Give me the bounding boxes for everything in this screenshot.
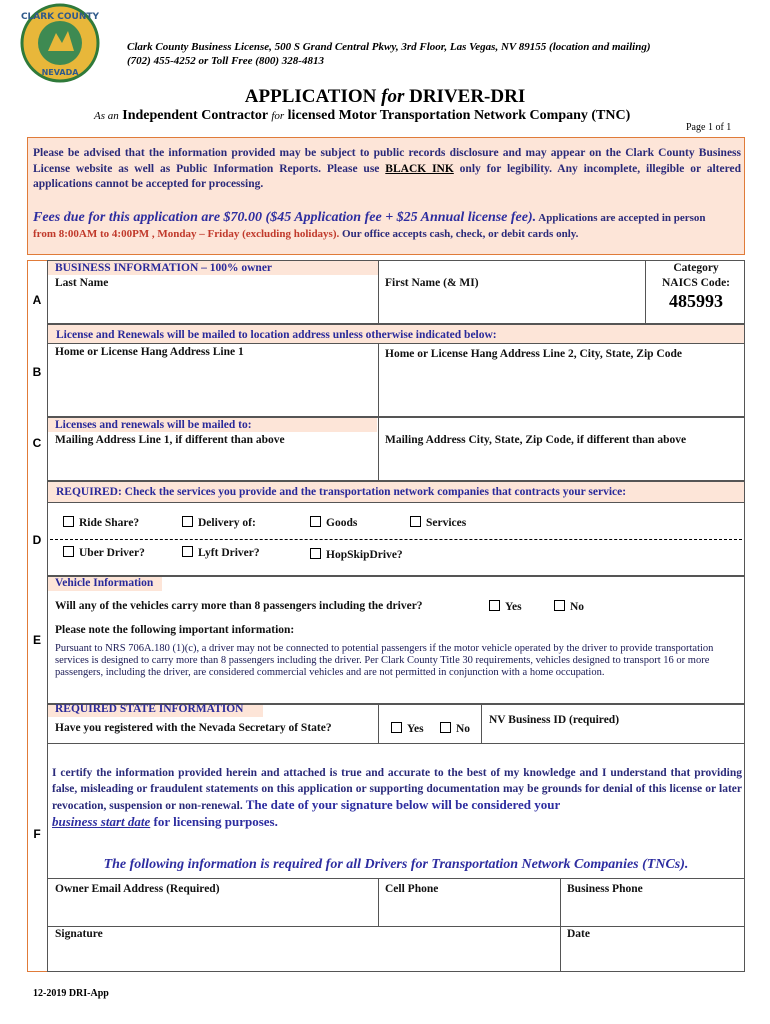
naics-code: 485993 <box>669 291 723 311</box>
dashed-divider <box>50 539 742 540</box>
section-e-letter: E <box>32 633 41 647</box>
services-checkbox[interactable]: Services <box>410 516 466 529</box>
business-phone-label: Business Phone <box>567 883 643 895</box>
ride-share-checkbox[interactable]: Ride Share? <box>63 516 139 529</box>
cell-phone-label: Cell Phone <box>385 883 439 895</box>
page-subtitle: As an Independent Contractor for licensed Motor Transportation Network Company (TNC) <box>94 108 631 123</box>
sos-no-checkbox[interactable]: No <box>440 722 470 735</box>
header-phone: (702) 455-4252 or Toll Free (800) 328-4813 <box>127 55 324 67</box>
mailing-address-line1-label: Mailing Address Line 1, if different than above <box>55 434 285 446</box>
section-b-letter: B <box>32 365 42 379</box>
hopskipdrive-checkbox[interactable]: HopSkipDrive? <box>310 548 403 561</box>
first-name-label: First Name (& MI) <box>385 277 479 289</box>
goods-checkbox[interactable]: Goods <box>310 516 357 529</box>
page-number: Page 1 of 1 <box>686 122 732 133</box>
section-a-heading: BUSINESS INFORMATION – 100% owner <box>55 262 273 274</box>
svg-text:NEVADA: NEVADA <box>41 68 79 77</box>
section-b-header: License and Renewals will be mailed to location address unless otherwise indicated below: <box>47 324 745 344</box>
notice-text: Please be advised that the information provided may be subject to public records disclosure and may appear on the Clark County Business License website as well as Public Information Reports. Please use BLACK INK only for legibility. Any incomplete, illegible or altered applications cannot be accepted for processing. <box>33 147 741 190</box>
owner-email-label: Owner Email Address (Required) <box>55 883 220 895</box>
vehicle-info-heading: Vehicle Information <box>55 577 154 589</box>
home-address-line1-label: Home or License Hang Address Line 1 <box>55 346 244 358</box>
form-footer: 12-2019 DRI-App <box>33 988 109 999</box>
section-f-letter: F <box>33 827 41 841</box>
certification-text: I certify the information provided herein and attached is true and accurate to the best of my knowledge and I understand that providing false, misleading or fraudulent statements on this application or supporting documentation may be grounds for denial of this license or later revocation, suspension or non-renewal. The date of your signature below will be considered your business start date for licensing purposes. <box>52 767 742 829</box>
mailing-address-city-label: Mailing Address City, State, Zip Code, if different than above <box>385 434 687 446</box>
fees-text: Fees due for this application are $70.00 ($45 Application fee + $25 Annual license fee). Applications are accepted in person from 8:00AM to 4:00PM , Monday – Friday (excluding holidays). Our office accepts cash, check, or debit cards only. <box>33 210 706 240</box>
sos-yes-checkbox[interactable]: Yes <box>391 722 424 735</box>
sos-question: Have you registered with the Nevada Secretary of State? <box>55 722 332 734</box>
section-d-header: REQUIRED: Check the services you provide and the transportation network companies that contracts your service: <box>47 481 745 503</box>
passenger-question: Will any of the vehicles carry more than 8 passengers including the driver? <box>55 600 423 612</box>
passenger-no-checkbox[interactable]: No <box>554 600 584 613</box>
header-address: Clark County Business License, 500 S Grand Central Pkwy, 3rd Floor, Las Vegas, NV 89155 (location and mailing) <box>127 41 651 53</box>
section-c-letter: C <box>32 436 42 450</box>
nv-business-id-label: NV Business ID (required) <box>489 714 620 726</box>
category-label: Category <box>673 262 719 274</box>
date-label: Date <box>567 928 590 940</box>
svg-text:CLARK COUNTY: CLARK COUNTY <box>20 12 100 22</box>
last-name-label: Last Name <box>55 277 109 289</box>
lyft-driver-checkbox[interactable]: Lyft Driver? <box>182 546 260 559</box>
delivery-checkbox[interactable]: Delivery of: <box>182 516 256 529</box>
section-a-letter: A <box>32 293 42 307</box>
section-d-letter: D <box>32 533 42 547</box>
important-info-heading: Please note the following important information: <box>55 624 295 636</box>
clark-county-seal-logo <box>20 3 100 83</box>
uber-driver-checkbox[interactable]: Uber Driver? <box>63 546 145 559</box>
tnc-required-note: The following information is required for all Drivers for Transportation Network Companies (TNCs). <box>103 857 689 872</box>
nrs-note: Pursuant to NRS 706A.180 (1)(c), a driver may not be connected to potential passengers if the motor vehicle operated by the driver to provide transportation services is designed to carry more than 8 passengers including the driver. Per Clark County Title 30 requirements, vehicles designed to transport 16 or more passengers, including the driver, are considered commercial vehicles and are not permitted in conjunction with a home occupation. <box>55 643 714 678</box>
page-title: APPLICATION for DRIVER-DRI <box>244 86 526 107</box>
state-info-heading: REQUIRED STATE INFORMATION <box>55 703 244 715</box>
signature-label: Signature <box>55 928 103 940</box>
naics-label: NAICS Code: <box>661 277 731 289</box>
home-address-line2-label: Home or License Hang Address Line 2, City, State, Zip Code <box>385 348 682 360</box>
section-c-heading: Licenses and renewals will be mailed to: <box>55 419 252 431</box>
passenger-yes-checkbox[interactable]: Yes <box>489 600 522 613</box>
section-e <box>47 576 745 704</box>
